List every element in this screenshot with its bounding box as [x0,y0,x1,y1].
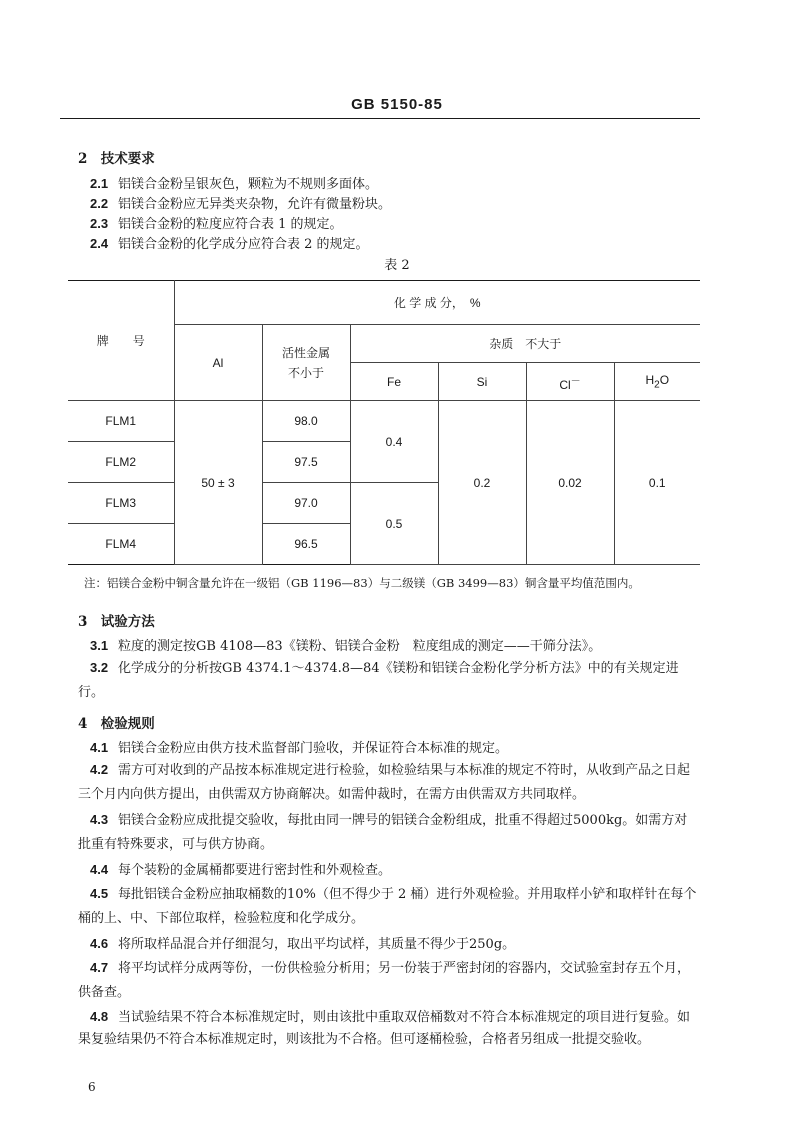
clause-text: 铝镁合金粉应成批提交验收，每批由同一牌号的铝镁合金粉组成，批重不得超过5000kg。如需方对批重有特殊要求，可与供方协商。 [78,813,688,852]
section-4-title [78,712,155,732]
grade-cell: FLM3 [68,483,174,524]
h2o-subscript: 2 [654,379,660,391]
active-value-cell: 97.0 [262,483,350,524]
section-3-title [78,610,155,630]
table-2 [68,280,700,565]
clause-number: 4.1 [90,740,109,755]
si-value-cell: 0.2 [438,401,526,565]
clause-number: 2.2 [90,196,109,211]
clause-4-7 [78,956,700,1005]
grade-cell: FLM1 [68,401,174,442]
clause-3-2 [78,656,700,705]
clause-text: 化学成分的分析按GB 4374.1～4374.8—84《镁粉和铝镁合金粉化学分析方法》中的有关规定进行。 [78,661,679,700]
h-symbol: H [645,372,655,387]
active-value-cell: 97.5 [262,442,350,483]
clause-4-5 [78,882,700,931]
section-4-heading: 检验规则 [100,716,155,732]
impurity-header: 杂质 不大于 [350,325,700,363]
active-value-cell: 96.5 [262,524,350,565]
cl-header [526,363,614,401]
cl-symbol: Cl [559,377,571,392]
section-4-number: 4 [78,716,88,732]
clause-text: 将所取样品混合并仔细混匀，取出平均试样，其质量不得少于250g。 [118,937,516,952]
active-metal-header [262,325,350,401]
clause-number: 4.2 [90,762,109,777]
clause-number: 2.3 [90,216,109,231]
header-rule [60,118,700,119]
al-header: Al [174,325,262,401]
fe-value-cell: 0.5 [350,483,438,565]
clause-text: 每批铝镁合金粉应抽取桶数的10%（但不得少于 2 桶）进行外观检验。并用取样小铲和取样针在每个桶的上、中、下部位取样，检验粒度和化学成分。 [78,887,697,926]
clause-4-2 [78,758,700,807]
clause-number: 3.1 [90,638,109,653]
section-2-title [78,147,155,167]
clause-text: 需方可对收到的产品按本标准规定进行检验，如检验结果与本标准的规定不符时，从收到产品之日起三个月内向供方提出，由供需双方协商解决。如需仲裁时，在需方由供需双方共同取样。 [78,763,691,802]
section-3-heading: 试验方法 [100,614,155,630]
clause-text: 铝镁合金粉的化学成分应符合表 2 的规定。 [118,237,369,252]
section-2-heading: 技术要求 [100,151,155,167]
grade-header: 牌 号 [68,281,174,401]
clause-text: 每个装粉的金属桶都要进行密封性和外观检查。 [118,863,392,878]
standard-code-header: GB 5150-85 [351,96,443,113]
clause-text: 铝镁合金粉应由供方技术监督部门验收，并保证符合本标准的规定。 [118,741,509,756]
fe-value-cell: 0.4 [350,401,438,483]
si-header: Si [438,363,526,401]
clause-4-8 [78,1006,700,1051]
active-metal-min-label: 不小于 [287,365,324,380]
clause-number: 4.7 [90,960,109,975]
page-number: 6 [88,1080,96,1094]
section-3-number: 3 [78,614,88,630]
clause-text: 将平均试样分成两等份，一份供检验分析用；另一份装于严密封闭的容器内，交试验室封存五个月，供备查。 [78,961,691,1000]
al-value-cell: 50 ± 3 [174,401,262,565]
clause-text: 铝镁合金粉应无异类夹杂物，允许有微量粉块。 [118,197,392,212]
active-metal-label: 活性金属 [281,345,330,360]
clause-number: 4.3 [90,812,109,827]
grade-cell: FLM4 [68,524,174,565]
clause-text: 当试验结果不符合本标准规定时，则由该批中重取双倍桶数对不符合本标准规定的项目进行复验。如果复验结果仍不符合本标准规定时，则该批为不合格。但可逐桶检验，合格者另组成一批提交验收。 [78,1010,691,1047]
table-2-caption: 表 2 [384,258,410,273]
clause-number: 2.4 [90,236,109,251]
clause-text: 铝镁合金粉的粒度应符合表 1 的规定。 [118,217,343,232]
clause-text: 铝镁合金粉呈银灰色，颗粒为不规则多面体。 [118,177,379,192]
clause-number: 4.5 [90,886,109,901]
clause-4-6 [78,932,700,957]
clause-text: 粒度的测定按GB 4108—83《镁粉、铝镁合金粉 粒度组成的测定——干筛分法》。 [118,639,602,654]
section-2-number: 2 [78,151,88,167]
cl-charge: － [570,375,581,387]
h2o-header [614,363,700,401]
h2o-value-cell: 0.1 [614,401,700,565]
clause-number: 4.4 [90,862,109,877]
clause-number: 2.1 [90,176,109,191]
clause-number: 3.2 [90,660,109,675]
clause-4-3 [78,808,700,857]
fe-header: Fe [350,363,438,401]
o-symbol: O [659,372,670,387]
cl-value-cell: 0.02 [526,401,614,565]
table-header-row-1 [68,281,700,325]
active-value-cell: 98.0 [262,401,350,442]
chemical-composition-header: 化 学 成 分， % [174,281,700,325]
clause-number: 4.6 [90,936,109,951]
table-row [68,401,700,442]
table-note: 注：铝镁合金粉中铜含量允许在一级铝（GB 1196—83）与二级镁（GB 3499—83）铜含量平均值范围内。 [84,576,640,590]
clause-4-4 [78,858,700,883]
clause-number: 4.8 [90,1009,109,1024]
grade-cell: FLM2 [68,442,174,483]
